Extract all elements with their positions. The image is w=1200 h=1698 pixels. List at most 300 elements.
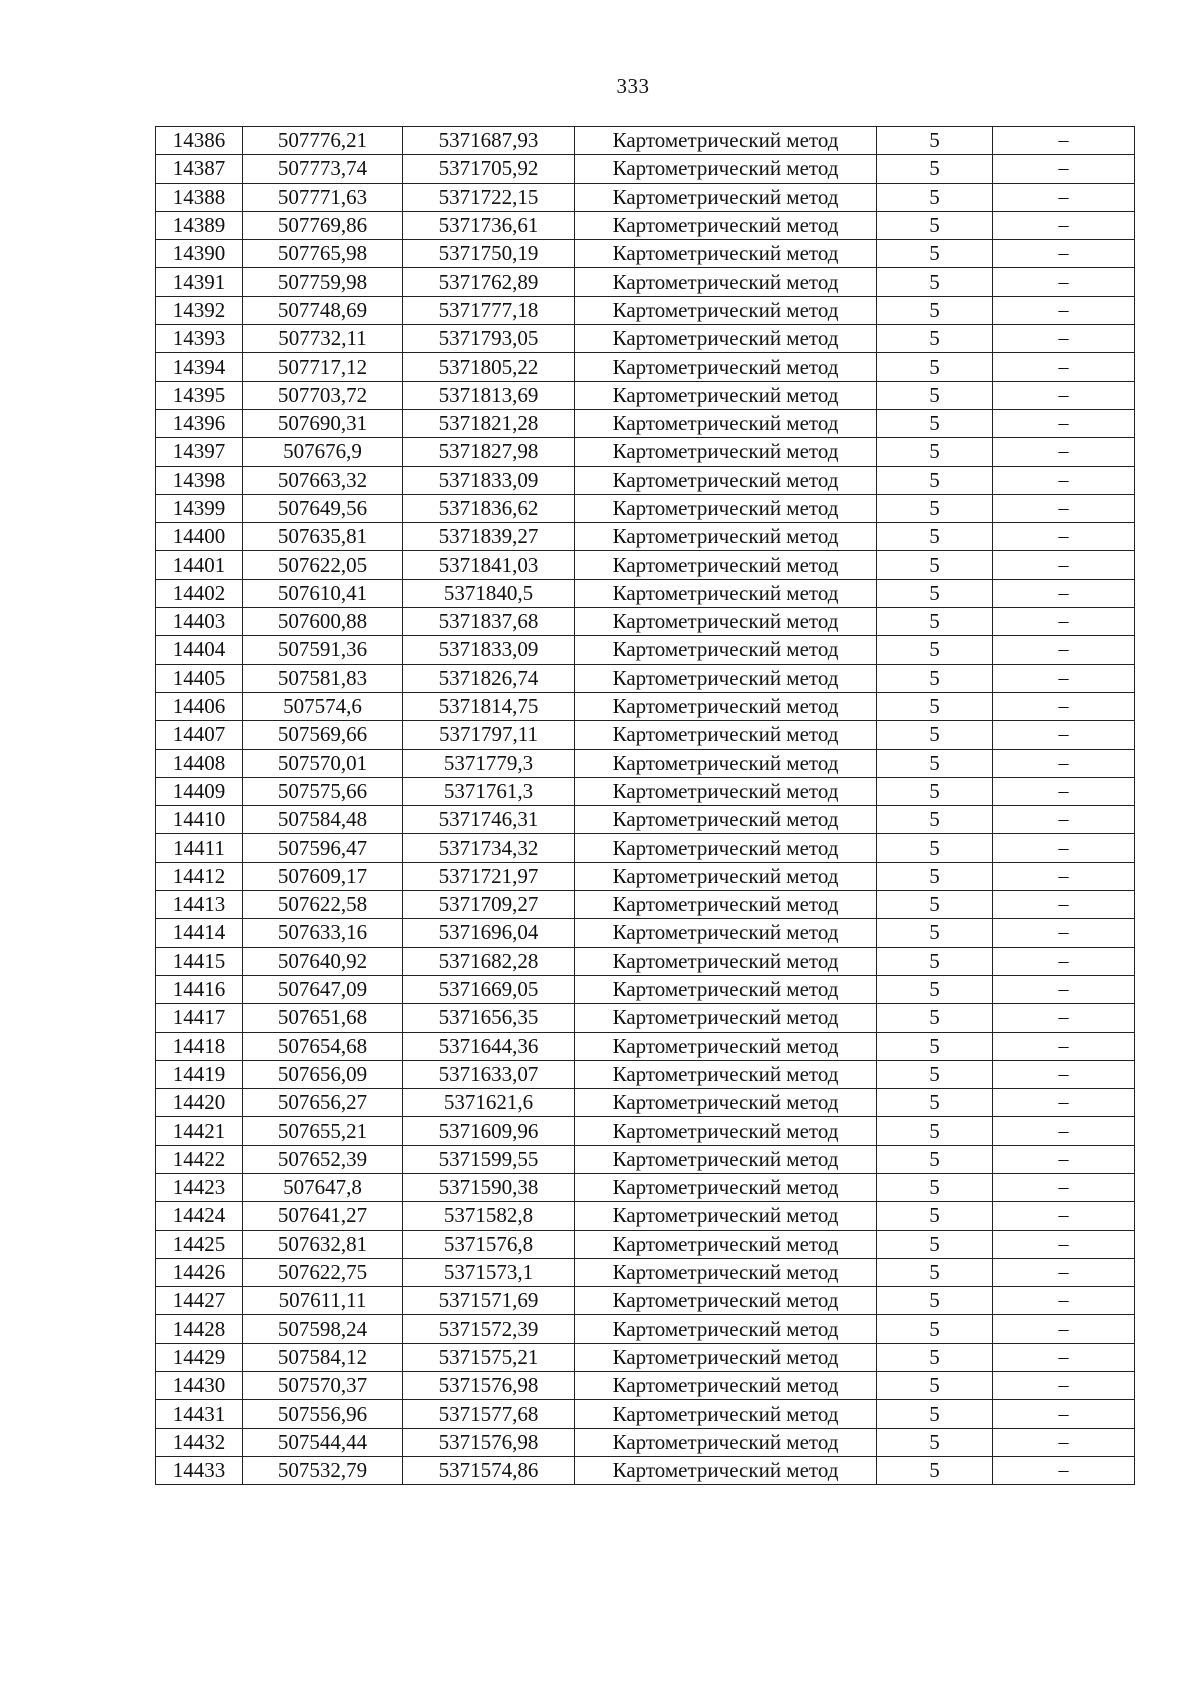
method-cell: Картометрический метод (575, 608, 877, 636)
note-cell: – (993, 466, 1135, 494)
method-cell: Картометрический метод (575, 1173, 877, 1201)
method-cell: Картометрический метод (575, 155, 877, 183)
point-number-cell: 14388 (156, 183, 243, 211)
accuracy-cell: 5 (877, 183, 993, 211)
y-coordinate-cell: 5371777,18 (403, 296, 575, 324)
point-number-cell: 14410 (156, 806, 243, 834)
point-number-cell: 14400 (156, 523, 243, 551)
x-coordinate-cell: 507640,92 (243, 947, 403, 975)
point-number-cell: 14406 (156, 692, 243, 720)
accuracy-cell: 5 (877, 721, 993, 749)
y-coordinate-cell: 5371576,8 (403, 1230, 575, 1258)
table-row (156, 636, 1135, 664)
method-cell: Картометрический метод (575, 1089, 877, 1117)
accuracy-cell: 5 (877, 1173, 993, 1201)
method-cell: Картометрический метод (575, 891, 877, 919)
method-cell: Картометрический метод (575, 523, 877, 551)
x-coordinate-cell: 507584,48 (243, 806, 403, 834)
x-coordinate-cell: 507600,88 (243, 608, 403, 636)
note-cell: – (993, 296, 1135, 324)
accuracy-cell: 5 (877, 777, 993, 805)
point-number-cell: 14405 (156, 664, 243, 692)
y-coordinate-cell: 5371576,98 (403, 1428, 575, 1456)
point-number-cell: 14395 (156, 381, 243, 409)
table-row (156, 183, 1135, 211)
note-cell: – (993, 268, 1135, 296)
page-number: 333 (616, 74, 650, 98)
accuracy-cell: 5 (877, 636, 993, 664)
point-number-cell: 14398 (156, 466, 243, 494)
table-row (156, 579, 1135, 607)
point-number-cell: 14408 (156, 749, 243, 777)
note-cell: – (993, 975, 1135, 1003)
note-cell: – (993, 692, 1135, 720)
y-coordinate-cell: 5371687,93 (403, 127, 575, 155)
accuracy-cell: 5 (877, 1258, 993, 1286)
table-row (156, 721, 1135, 749)
point-number-cell: 14413 (156, 891, 243, 919)
accuracy-cell: 5 (877, 466, 993, 494)
y-coordinate-cell: 5371669,05 (403, 975, 575, 1003)
x-coordinate-cell: 507611,11 (243, 1287, 403, 1315)
table-row (156, 749, 1135, 777)
x-coordinate-cell: 507717,12 (243, 353, 403, 381)
x-coordinate-cell: 507569,66 (243, 721, 403, 749)
x-coordinate-cell: 507591,36 (243, 636, 403, 664)
x-coordinate-cell: 507609,17 (243, 862, 403, 890)
point-number-cell: 14394 (156, 353, 243, 381)
x-coordinate-cell: 507656,27 (243, 1089, 403, 1117)
note-cell: – (993, 325, 1135, 353)
method-cell: Картометрический метод (575, 494, 877, 522)
note-cell: – (993, 1343, 1135, 1371)
accuracy-cell: 5 (877, 1230, 993, 1258)
table-row (156, 1287, 1135, 1315)
note-cell: – (993, 1145, 1135, 1173)
accuracy-cell: 5 (877, 381, 993, 409)
x-coordinate-cell: 507622,58 (243, 891, 403, 919)
method-cell: Картометрический метод (575, 1004, 877, 1032)
table-row (156, 1202, 1135, 1230)
table-row (156, 1456, 1135, 1484)
point-number-cell: 14432 (156, 1428, 243, 1456)
accuracy-cell: 5 (877, 1287, 993, 1315)
x-coordinate-cell: 507690,31 (243, 409, 403, 437)
table-row (156, 1230, 1135, 1258)
table-row (156, 862, 1135, 890)
table-row (156, 551, 1135, 579)
note-cell: – (993, 1060, 1135, 1088)
y-coordinate-cell: 5371827,98 (403, 438, 575, 466)
x-coordinate-cell: 507532,79 (243, 1456, 403, 1484)
x-coordinate-cell: 507622,75 (243, 1258, 403, 1286)
y-coordinate-cell: 5371574,86 (403, 1456, 575, 1484)
y-coordinate-cell: 5371633,07 (403, 1060, 575, 1088)
accuracy-cell: 5 (877, 268, 993, 296)
x-coordinate-cell: 507635,81 (243, 523, 403, 551)
note-cell: – (993, 721, 1135, 749)
method-cell: Картометрический метод (575, 834, 877, 862)
accuracy-cell: 5 (877, 1145, 993, 1173)
x-coordinate-cell: 507656,09 (243, 1060, 403, 1088)
y-coordinate-cell: 5371805,22 (403, 353, 575, 381)
accuracy-cell: 5 (877, 1060, 993, 1088)
point-number-cell: 14427 (156, 1287, 243, 1315)
method-cell: Картометрический метод (575, 296, 877, 324)
x-coordinate-cell: 507584,12 (243, 1343, 403, 1371)
x-coordinate-cell: 507771,63 (243, 183, 403, 211)
note-cell: – (993, 636, 1135, 664)
table-row (156, 466, 1135, 494)
x-coordinate-cell: 507556,96 (243, 1400, 403, 1428)
table-row (156, 1372, 1135, 1400)
method-cell: Картометрический метод (575, 438, 877, 466)
table-row (156, 494, 1135, 522)
accuracy-cell: 5 (877, 551, 993, 579)
table-row (156, 381, 1135, 409)
table-row (156, 1145, 1135, 1173)
note-cell: – (993, 749, 1135, 777)
point-number-cell: 14393 (156, 325, 243, 353)
note-cell: – (993, 1315, 1135, 1343)
y-coordinate-cell: 5371571,69 (403, 1287, 575, 1315)
method-cell: Картометрический метод (575, 692, 877, 720)
x-coordinate-cell: 507575,66 (243, 777, 403, 805)
table-row (156, 211, 1135, 239)
table-row (156, 1258, 1135, 1286)
x-coordinate-cell: 507581,83 (243, 664, 403, 692)
x-coordinate-cell: 507610,41 (243, 579, 403, 607)
accuracy-cell: 5 (877, 1400, 993, 1428)
y-coordinate-cell: 5371821,28 (403, 409, 575, 437)
x-coordinate-cell: 507776,21 (243, 127, 403, 155)
point-number-cell: 14409 (156, 777, 243, 805)
point-number-cell: 14397 (156, 438, 243, 466)
point-number-cell: 14396 (156, 409, 243, 437)
accuracy-cell: 5 (877, 1315, 993, 1343)
method-cell: Картометрический метод (575, 551, 877, 579)
accuracy-cell: 5 (877, 1428, 993, 1456)
x-coordinate-cell: 507759,98 (243, 268, 403, 296)
method-cell: Картометрический метод (575, 1145, 877, 1173)
method-cell: Картометрический метод (575, 1428, 877, 1456)
table-row (156, 1428, 1135, 1456)
x-coordinate-cell: 507570,01 (243, 749, 403, 777)
point-number-cell: 14391 (156, 268, 243, 296)
note-cell: – (993, 211, 1135, 239)
table-row (156, 240, 1135, 268)
note-cell: – (993, 834, 1135, 862)
y-coordinate-cell: 5371709,27 (403, 891, 575, 919)
method-cell: Картометрический метод (575, 975, 877, 1003)
table-row (156, 975, 1135, 1003)
y-coordinate-cell: 5371761,3 (403, 777, 575, 805)
point-number-cell: 14431 (156, 1400, 243, 1428)
y-coordinate-cell: 5371572,39 (403, 1315, 575, 1343)
table-row (156, 1060, 1135, 1088)
note-cell: – (993, 1173, 1135, 1201)
x-coordinate-cell: 507596,47 (243, 834, 403, 862)
accuracy-cell: 5 (877, 891, 993, 919)
method-cell: Картометрический метод (575, 1315, 877, 1343)
coordinates-table (155, 126, 1135, 1485)
method-cell: Картометрический метод (575, 1117, 877, 1145)
y-coordinate-cell: 5371582,8 (403, 1202, 575, 1230)
accuracy-cell: 5 (877, 155, 993, 183)
accuracy-cell: 5 (877, 834, 993, 862)
point-number-cell: 14404 (156, 636, 243, 664)
accuracy-cell: 5 (877, 1089, 993, 1117)
note-cell: – (993, 1117, 1135, 1145)
y-coordinate-cell: 5371734,32 (403, 834, 575, 862)
x-coordinate-cell: 507649,56 (243, 494, 403, 522)
table-row (156, 1173, 1135, 1201)
method-cell: Картометрический метод (575, 127, 877, 155)
note-cell: – (993, 240, 1135, 268)
table-row (156, 692, 1135, 720)
note-cell: – (993, 494, 1135, 522)
method-cell: Картометрический метод (575, 1258, 877, 1286)
note-cell: – (993, 1372, 1135, 1400)
y-coordinate-cell: 5371841,03 (403, 551, 575, 579)
y-coordinate-cell: 5371797,11 (403, 721, 575, 749)
method-cell: Картометрический метод (575, 1456, 877, 1484)
x-coordinate-cell: 507544,44 (243, 1428, 403, 1456)
point-number-cell: 14433 (156, 1456, 243, 1484)
method-cell: Картометрический метод (575, 183, 877, 211)
accuracy-cell: 5 (877, 862, 993, 890)
point-number-cell: 14386 (156, 127, 243, 155)
note-cell: – (993, 1456, 1135, 1484)
accuracy-cell: 5 (877, 127, 993, 155)
x-coordinate-cell: 507663,32 (243, 466, 403, 494)
y-coordinate-cell: 5371762,89 (403, 268, 575, 296)
y-coordinate-cell: 5371779,3 (403, 749, 575, 777)
method-cell: Картометрический метод (575, 268, 877, 296)
y-coordinate-cell: 5371621,6 (403, 1089, 575, 1117)
x-coordinate-cell: 507632,81 (243, 1230, 403, 1258)
note-cell: – (993, 862, 1135, 890)
note-cell: – (993, 806, 1135, 834)
x-coordinate-cell: 507633,16 (243, 919, 403, 947)
x-coordinate-cell: 507622,05 (243, 551, 403, 579)
method-cell: Картометрический метод (575, 466, 877, 494)
method-cell: Картометрический метод (575, 919, 877, 947)
accuracy-cell: 5 (877, 211, 993, 239)
y-coordinate-cell: 5371577,68 (403, 1400, 575, 1428)
y-coordinate-cell: 5371746,31 (403, 806, 575, 834)
method-cell: Картометрический метод (575, 1060, 877, 1088)
table-row (156, 1117, 1135, 1145)
note-cell: – (993, 1202, 1135, 1230)
note-cell: – (993, 1230, 1135, 1258)
x-coordinate-cell: 507598,24 (243, 1315, 403, 1343)
method-cell: Картометрический метод (575, 749, 877, 777)
accuracy-cell: 5 (877, 1032, 993, 1060)
method-cell: Картометрический метод (575, 1202, 877, 1230)
x-coordinate-cell: 507654,68 (243, 1032, 403, 1060)
point-number-cell: 14419 (156, 1060, 243, 1088)
point-number-cell: 14390 (156, 240, 243, 268)
accuracy-cell: 5 (877, 975, 993, 1003)
method-cell: Картометрический метод (575, 211, 877, 239)
note-cell: – (993, 1428, 1135, 1456)
table-row (156, 127, 1135, 155)
accuracy-cell: 5 (877, 608, 993, 636)
y-coordinate-cell: 5371644,36 (403, 1032, 575, 1060)
point-number-cell: 14415 (156, 947, 243, 975)
y-coordinate-cell: 5371722,15 (403, 183, 575, 211)
point-number-cell: 14414 (156, 919, 243, 947)
note-cell: – (993, 551, 1135, 579)
note-cell: – (993, 353, 1135, 381)
method-cell: Картометрический метод (575, 1400, 877, 1428)
accuracy-cell: 5 (877, 1343, 993, 1371)
y-coordinate-cell: 5371599,55 (403, 1145, 575, 1173)
x-coordinate-cell: 507647,8 (243, 1173, 403, 1201)
accuracy-cell: 5 (877, 494, 993, 522)
note-cell: – (993, 947, 1135, 975)
table-row (156, 353, 1135, 381)
accuracy-cell: 5 (877, 579, 993, 607)
method-cell: Картометрический метод (575, 1287, 877, 1315)
table-row (156, 523, 1135, 551)
y-coordinate-cell: 5371656,35 (403, 1004, 575, 1032)
table-row (156, 409, 1135, 437)
accuracy-cell: 5 (877, 947, 993, 975)
point-number-cell: 14403 (156, 608, 243, 636)
accuracy-cell: 5 (877, 325, 993, 353)
y-coordinate-cell: 5371833,09 (403, 636, 575, 664)
note-cell: – (993, 1400, 1135, 1428)
accuracy-cell: 5 (877, 240, 993, 268)
point-number-cell: 14422 (156, 1145, 243, 1173)
point-number-cell: 14425 (156, 1230, 243, 1258)
note-cell: – (993, 409, 1135, 437)
y-coordinate-cell: 5371575,21 (403, 1343, 575, 1371)
table-body (156, 127, 1135, 1485)
point-number-cell: 14430 (156, 1372, 243, 1400)
accuracy-cell: 5 (877, 438, 993, 466)
point-number-cell: 14426 (156, 1258, 243, 1286)
method-cell: Картометрический метод (575, 353, 877, 381)
y-coordinate-cell: 5371813,69 (403, 381, 575, 409)
point-number-cell: 14407 (156, 721, 243, 749)
note-cell: – (993, 777, 1135, 805)
method-cell: Картометрический метод (575, 1343, 877, 1371)
y-coordinate-cell: 5371826,74 (403, 664, 575, 692)
y-coordinate-cell: 5371696,04 (403, 919, 575, 947)
table-row (156, 1343, 1135, 1371)
table-row (156, 1032, 1135, 1060)
accuracy-cell: 5 (877, 1456, 993, 1484)
accuracy-cell: 5 (877, 692, 993, 720)
y-coordinate-cell: 5371736,61 (403, 211, 575, 239)
method-cell: Картометрический метод (575, 240, 877, 268)
accuracy-cell: 5 (877, 523, 993, 551)
y-coordinate-cell: 5371705,92 (403, 155, 575, 183)
note-cell: – (993, 155, 1135, 183)
table-row (156, 1089, 1135, 1117)
method-cell: Картометрический метод (575, 409, 877, 437)
method-cell: Картометрический метод (575, 636, 877, 664)
accuracy-cell: 5 (877, 1117, 993, 1145)
note-cell: – (993, 1287, 1135, 1315)
point-number-cell: 14429 (156, 1343, 243, 1371)
note-cell: – (993, 664, 1135, 692)
table-row (156, 1400, 1135, 1428)
note-cell: – (993, 127, 1135, 155)
table-row (156, 438, 1135, 466)
y-coordinate-cell: 5371590,38 (403, 1173, 575, 1201)
point-number-cell: 14389 (156, 211, 243, 239)
x-coordinate-cell: 507748,69 (243, 296, 403, 324)
y-coordinate-cell: 5371609,96 (403, 1117, 575, 1145)
method-cell: Картометрический метод (575, 1032, 877, 1060)
note-cell: – (993, 891, 1135, 919)
point-number-cell: 14412 (156, 862, 243, 890)
accuracy-cell: 5 (877, 664, 993, 692)
y-coordinate-cell: 5371750,19 (403, 240, 575, 268)
point-number-cell: 14424 (156, 1202, 243, 1230)
point-number-cell: 14392 (156, 296, 243, 324)
point-number-cell: 14416 (156, 975, 243, 1003)
table-row (156, 296, 1135, 324)
table-row (156, 325, 1135, 353)
table-row (156, 891, 1135, 919)
method-cell: Картометрический метод (575, 777, 877, 805)
accuracy-cell: 5 (877, 353, 993, 381)
accuracy-cell: 5 (877, 806, 993, 834)
method-cell: Картометрический метод (575, 947, 877, 975)
y-coordinate-cell: 5371839,27 (403, 523, 575, 551)
method-cell: Картометрический метод (575, 721, 877, 749)
note-cell: – (993, 183, 1135, 211)
table-row (156, 1004, 1135, 1032)
x-coordinate-cell: 507703,72 (243, 381, 403, 409)
x-coordinate-cell: 507652,39 (243, 1145, 403, 1173)
x-coordinate-cell: 507647,09 (243, 975, 403, 1003)
method-cell: Картометрический метод (575, 862, 877, 890)
point-number-cell: 14420 (156, 1089, 243, 1117)
y-coordinate-cell: 5371833,09 (403, 466, 575, 494)
y-coordinate-cell: 5371837,68 (403, 608, 575, 636)
method-cell: Картометрический метод (575, 381, 877, 409)
table-row (156, 806, 1135, 834)
accuracy-cell: 5 (877, 296, 993, 324)
table-row (156, 608, 1135, 636)
x-coordinate-cell: 507676,9 (243, 438, 403, 466)
method-cell: Картометрический метод (575, 664, 877, 692)
y-coordinate-cell: 5371682,28 (403, 947, 575, 975)
x-coordinate-cell: 507651,68 (243, 1004, 403, 1032)
accuracy-cell: 5 (877, 919, 993, 947)
y-coordinate-cell: 5371836,62 (403, 494, 575, 522)
y-coordinate-cell: 5371814,75 (403, 692, 575, 720)
x-coordinate-cell: 507732,11 (243, 325, 403, 353)
note-cell: – (993, 1032, 1135, 1060)
note-cell: – (993, 381, 1135, 409)
accuracy-cell: 5 (877, 1372, 993, 1400)
table-row (156, 834, 1135, 862)
point-number-cell: 14418 (156, 1032, 243, 1060)
point-number-cell: 14411 (156, 834, 243, 862)
point-number-cell: 14421 (156, 1117, 243, 1145)
y-coordinate-cell: 5371573,1 (403, 1258, 575, 1286)
table-row (156, 664, 1135, 692)
method-cell: Картометрический метод (575, 579, 877, 607)
x-coordinate-cell: 507570,37 (243, 1372, 403, 1400)
